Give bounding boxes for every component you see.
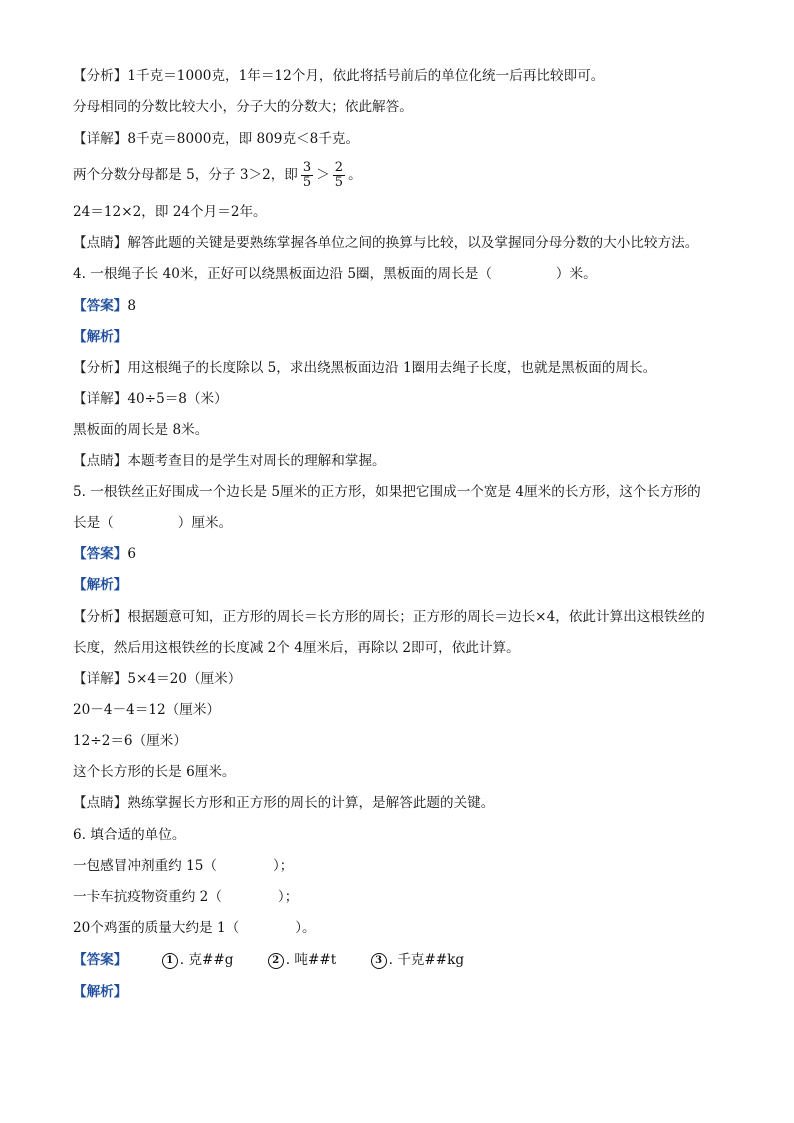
fraction-line-prefix: 两个分数分母都是 5，分子 3＞2，即 [73,167,298,183]
circled-number-2: 2 [268,953,284,969]
q3-analysis-line [73,66,604,86]
q3-note-line [73,233,698,253]
detail-text: 12÷2＝6（厘米） [73,733,187,749]
question-text: 5. 一根铁丝正好围成一个边长是 5厘米的正方形，如果把它围成一个宽是 4厘米的长方形，这个长方形的 [73,484,701,500]
months-text: 24＝12×2，即 24个月＝2年。 [73,204,267,220]
analysis-tag: 【分析】 [73,609,128,625]
fraction-denominator: 5 [334,175,344,190]
fraction-line-suffix: 。 [348,167,362,183]
q6-question [73,825,185,845]
answer-value: 6 [127,546,137,562]
answer-option-2 [268,952,336,968]
question-text-end: ）米。 [555,266,597,282]
analysis-text: 1千克＝1000克，1年＝12个月，依此将括号前后的单位化统一后再比较即可。 [127,68,605,84]
circled-number-1: 1 [162,953,178,969]
item-text-end: ）； [272,858,294,874]
option-text: . 千克##kg [388,952,465,968]
note-text: 本题考查目的是学生对周长的理解和掌握。 [127,453,386,469]
q6-answer-line [73,950,464,970]
q3-analysis-line-2 [73,97,413,117]
question-text: 长是（ [73,515,114,531]
option-text: . 克##g [179,952,234,968]
fraction-two-fifths [333,161,345,190]
answer-tag: 【答案】 [73,952,128,968]
detail-tag: 【详解】 [73,671,128,687]
question-text: 4. 一根绳子长 40米，正好可以绕黑板面边沿 5圈，黑板面的周长是（ [73,266,492,282]
q5-detail-line-4 [73,762,236,782]
q5-detail-line [73,669,241,689]
analysis-text: 根据题意可知，正方形的周长＝长方形的周长；正方形的周长＝边长×4，依此计算出这根铁丝的 [127,609,705,625]
analysis-tag: 【分析】 [73,360,128,376]
q4-detail-line-2 [73,420,208,440]
q6-item-2 [73,887,298,907]
q6-item-3 [73,918,316,938]
detail-text: 40÷5＝8（米） [127,391,228,407]
q4-question [73,264,597,284]
option-text: . 吨##t [285,952,337,968]
q6-item-1 [73,856,293,876]
q4-jiexi-line [73,327,127,347]
item-text: 一卡车抗疫物资重约 2（ [73,889,222,905]
analysis-text: 分母相同的分数比较大小，分子大的分数大；依此解答。 [73,99,413,115]
fraction-three-fifths [301,161,313,190]
jiexi-tag: 【解析】 [73,329,128,345]
note-text: 熟练掌握长方形和正方形的周长的计算，是解答此题的关键。 [127,795,495,811]
q5-note-line [73,793,494,813]
detail-text: 8千克＝8000克，即 809克＜8千克。 [127,131,360,147]
item-text: 一包感冒冲剂重约 15（ [73,858,217,874]
item-text: 20个鸡蛋的质量大约是 1（ [73,920,240,936]
question-text: 6. 填合适的单位。 [73,827,186,843]
jiexi-tag: 【解析】 [73,577,128,593]
detail-tag: 【详解】 [73,131,128,147]
q5-answer-line [73,544,136,564]
q5-question-line-1 [73,482,701,502]
q4-note-line [73,451,386,471]
q5-question-line-2 [73,513,232,533]
answer-value: 8 [127,298,137,314]
detail-text: 黑板面的周长是 8米。 [73,422,209,438]
q6-jiexi-line [73,982,127,1002]
q4-analysis-line [73,358,656,378]
fraction-numerator: 2 [334,160,344,175]
q3-fraction-line [73,158,362,192]
item-text-end: ）； [277,889,299,905]
detail-text: 20－4－4＝12（厘米） [73,702,221,718]
detail-text: 这个长方形的长是 6厘米。 [73,764,236,780]
answer-option-3 [371,952,465,968]
q5-jiexi-line [73,575,127,595]
question-text-end: ）厘米。 [177,515,233,531]
answer-tag: 【答案】 [73,546,128,562]
note-text: 解答此题的关键是要熟练掌握各单位之间的换算与比较，以及掌握同分母分数的大小比较方法。 [127,235,699,251]
q4-detail-line [73,389,228,409]
q3-detail-line [73,129,359,149]
q3-months-line [73,202,267,222]
q5-detail-line-3 [73,731,187,751]
answer-option-1 [162,952,234,968]
q5-analysis-line-2 [73,638,520,658]
detail-text: 5×4＝20（厘米） [127,671,242,687]
note-tag: 【点睛】 [73,453,128,469]
detail-tag: 【详解】 [73,391,128,407]
analysis-text: 用这根绳子的长度除以 5，求出绕黑板面边沿 1圈用去绳子长度，也就是黑板面的周长。 [127,360,657,376]
fraction-denominator: 5 [302,175,312,190]
fraction-numerator: 3 [302,160,312,175]
item-text-end: ）。 [295,920,316,936]
analysis-text: 长度，然后用这根铁丝的长度减 2个 4厘米后，再除以 2即可，依此计算。 [73,640,520,656]
greater-than-sign: ＞ [316,167,330,183]
q4-answer-line [73,296,136,316]
jiexi-tag: 【解析】 [73,984,128,1000]
circled-number-3: 3 [371,953,387,969]
analysis-tag: 【分析】 [73,68,128,84]
answer-tag: 【答案】 [73,298,128,314]
note-tag: 【点睛】 [73,795,128,811]
note-tag: 【点睛】 [73,235,128,251]
q5-analysis-line [73,607,705,627]
q5-detail-line-2 [73,700,220,720]
